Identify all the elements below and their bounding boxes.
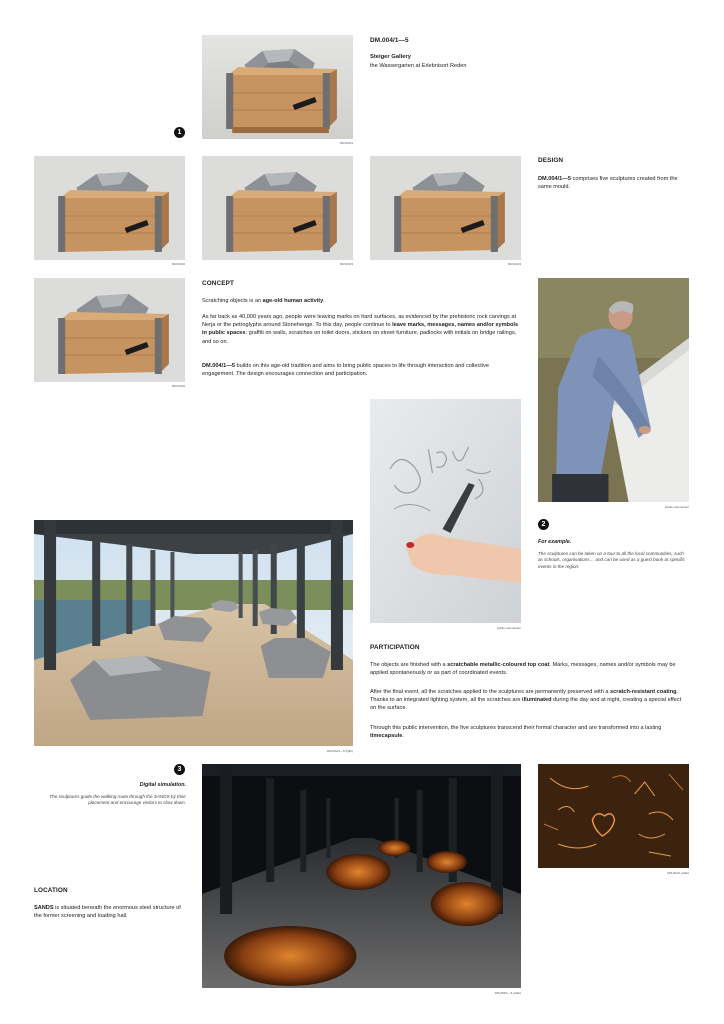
location-heading: LOCATION <box>34 887 68 894</box>
closeup-dark-photo <box>538 764 689 868</box>
caption-closeup-dark: DM.004/1 (dark) <box>667 871 689 875</box>
caption-pavilion-night: DM.004/1—5 (dark) <box>494 991 521 995</box>
location-text <box>34 904 186 920</box>
header-gallery: Steiger Gallery <box>370 54 411 60</box>
simulation-heading: Digital simulation. <box>139 782 186 788</box>
design-text <box>538 175 688 191</box>
concept-p2: As far back as 40,000 years ago, people were leaving marks on hard surfaces, as evidenced by the prehistoric rock carvings at Nerja or the petroglyphs around Stonehenge. To this day, people continue to leave marks, messages, names and/or symbols in public spaces: graffiti on walls, scratches on toilet doors, stickers on street furniture, padlocks with initials on bridge railings, and so on. <box>202 314 519 345</box>
crate-photo-3 <box>202 156 353 260</box>
simulation-section <box>34 782 186 807</box>
header-code: DM.004/1—5 <box>370 37 409 44</box>
design-desc: comprises five sculptures created from the same mould. <box>538 176 678 191</box>
participation-p3: Through this public intervention, the five sculptures transcend their formal character and are transformed into a lasting timecapsule. <box>370 725 662 740</box>
example-text: The sculptures can be taken on a tour to all the local communities, such as schools, organisations… and can be used as a guest book at specific events in the region. <box>538 550 685 569</box>
participation-heading: PARTICIPATION <box>370 644 420 651</box>
concept-p1: Scratching objects is an age-old human activity. <box>202 298 325 304</box>
crate-photo-5 <box>34 278 185 382</box>
concept-heading: CONCEPT <box>202 280 234 287</box>
location-desc: is situated beneath the enormous steel structure of the former screening and loading hall. <box>34 905 181 920</box>
example-heading: For example. <box>538 539 572 545</box>
example-section <box>538 539 688 570</box>
caption-crate-4: DM.004/4 <box>507 262 521 266</box>
caption-crate-main: DM.004/1 <box>339 141 353 145</box>
pavilion-day-photo <box>34 520 353 746</box>
marker-2: 2 <box>538 519 549 530</box>
pavilion-night-photo <box>202 764 521 988</box>
participation-p2: After the final event, all the scratches applied to the sculptures are permanently preserved with a scratch-resistant coating. Thanks to an integrated lighting system, all the scratches are illuminated during the day and at night, creating a special effect on the surface. <box>370 689 682 712</box>
caption-crate-5: DM.004/5 <box>171 384 185 388</box>
design-heading: DESIGN <box>538 157 564 164</box>
header-location: the Wassergarten at Erlebnisort Reden <box>370 63 467 69</box>
simulation-text: The sculptures guide the walking route through the SANDS by their placement and encourage visitors to slow down. <box>49 793 186 806</box>
marker-1: 1 <box>174 127 185 138</box>
caption-hand: public intervention <box>496 626 521 630</box>
crate-photo-main <box>202 35 353 139</box>
concept-p3: DM.004/1—5 builds on this age-old tradition and aims to bring public spaces to life through interaction and collective engagement. The design encourages connection and participation. <box>202 363 490 378</box>
crate-photo-4 <box>370 156 521 260</box>
marker-3: 3 <box>174 764 185 775</box>
design-code: DM.004/1—5 <box>538 176 571 182</box>
caption-crate-2: DM.004/2 <box>171 262 185 266</box>
location-name: SANDS <box>34 905 54 911</box>
caption-pavilion-day: DM.004/1—5 (light) <box>326 749 353 753</box>
crate-photo-2 <box>34 156 185 260</box>
man-scratching-photo <box>538 278 689 502</box>
caption-crate-3: DM.004/3 <box>339 262 353 266</box>
participation-p1: The objects are finished with a scratchable metallic-coloured top coat. Marks, messages, names and/or symbols may be applied spontaneously or as part of coordinated events. <box>370 662 676 677</box>
caption-man: public intervention <box>664 505 689 509</box>
hand-writing-photo <box>370 399 521 623</box>
